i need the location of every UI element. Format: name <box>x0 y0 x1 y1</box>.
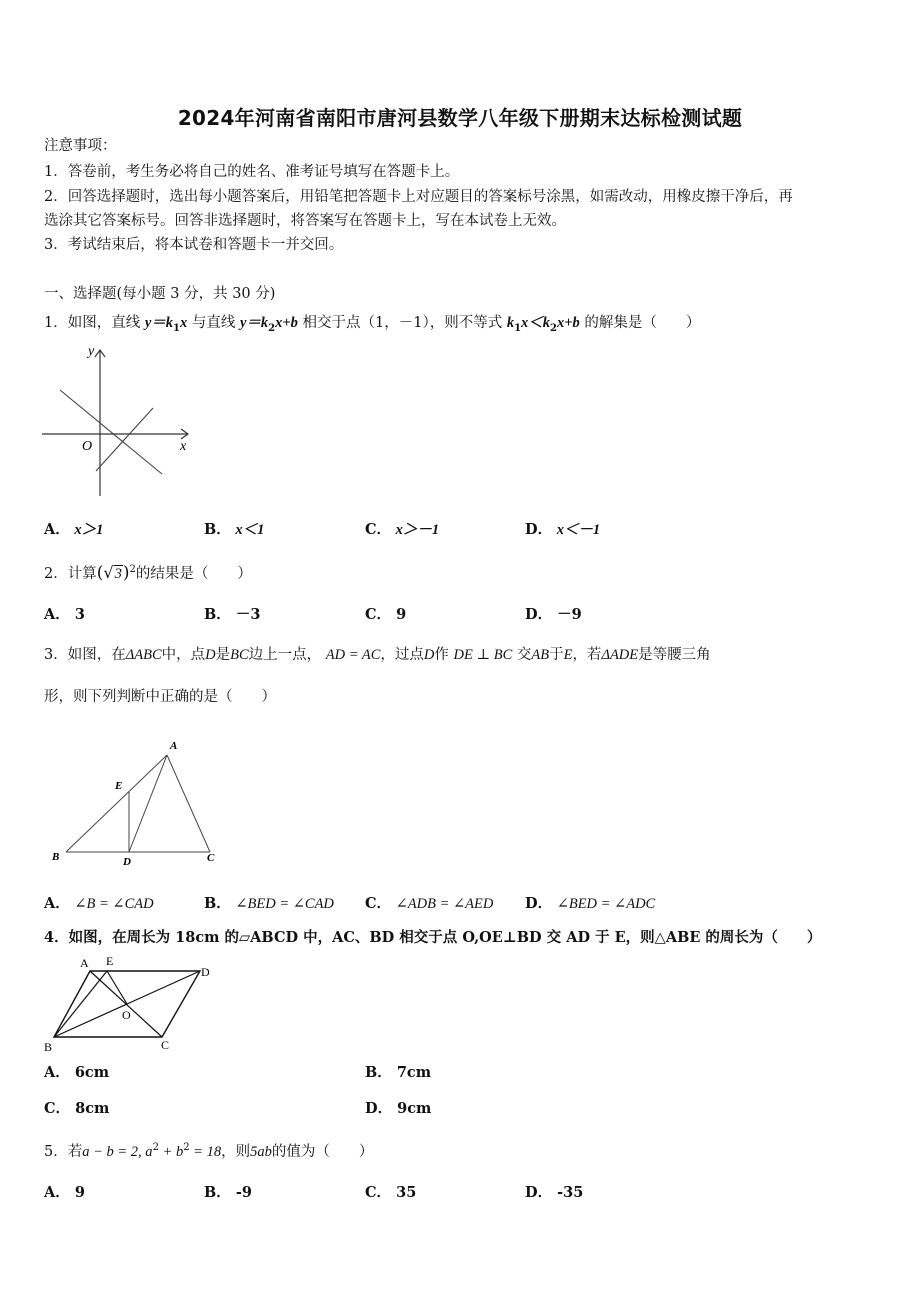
q3-text-c: 是 <box>215 647 231 663</box>
q3-text-d: 边上一点， <box>248 647 322 663</box>
q1-origin-label: O <box>82 439 93 454</box>
q4-option-d-text: 9cm <box>397 1100 432 1117</box>
q2-option-b-text: －3 <box>235 606 261 623</box>
q3-label-e: E <box>115 780 123 792</box>
q2-option-c[interactable] <box>365 603 406 624</box>
q4-label-c: C <box>161 1038 170 1052</box>
q1-eq1-sub: 1 <box>173 322 180 334</box>
q3-triangle-ade: ΔADE <box>601 647 639 663</box>
q2-option-c-text: 9 <box>396 606 407 623</box>
q5-option-c-text: 35 <box>396 1184 417 1201</box>
notice-item-1: 1．答卷前，考生务必将自己的姓名、准考证号填写在答题卡上。 <box>44 164 460 180</box>
q2-option-a-text: 3 <box>74 606 85 623</box>
q5-condition-a: a − b = 2, a <box>82 1143 153 1160</box>
q1-ineq-a: k <box>506 315 515 331</box>
q2-radicand: 3 <box>114 565 122 582</box>
q5-option-b-label: B． <box>204 1184 231 1201</box>
q3-option-d-text: ∠BED = ∠ADC <box>556 896 656 912</box>
q3-label-d: D <box>123 856 131 868</box>
q4-option-d[interactable] <box>365 1097 431 1118</box>
q5-option-a[interactable] <box>44 1181 85 1202</box>
q3-option-c[interactable] <box>365 892 493 913</box>
q5-condition-b: + b <box>158 1143 184 1160</box>
q3-option-a-label: A． <box>44 895 70 912</box>
q2-exponent: 2 <box>129 564 136 575</box>
q3-text-g: 交 <box>516 647 532 663</box>
q1-text-2: 与直线 <box>187 315 240 331</box>
q5-option-c[interactable] <box>365 1181 416 1202</box>
q3-side-ab <box>66 755 167 852</box>
q3-option-b-text: ∠BED = ∠CAD <box>235 896 334 912</box>
q1-eq1: y＝k <box>144 315 174 331</box>
q1-option-a-text: x＞1 <box>74 522 104 538</box>
notice-item-2-line-2: 选涂其它答案标号。回答非选择题时，将答案写在答题卡上，写在本试卷上无效。 <box>44 213 566 229</box>
q4-option-a-label: A． <box>44 1064 70 1081</box>
q3-point-d-2: D <box>423 647 435 663</box>
q4-label-d: D <box>201 965 210 979</box>
q1-y-label: y <box>88 344 95 359</box>
q3-option-a-text: ∠B = ∠CAD <box>74 896 154 912</box>
q3-segment-bc: BC <box>230 647 249 663</box>
q4-label-o: O <box>122 1008 131 1022</box>
q1-eq1b: x <box>180 315 188 331</box>
q3-option-b[interactable] <box>204 892 334 913</box>
q4-option-b-label: B． <box>365 1064 392 1081</box>
q5-option-d-text: -35 <box>557 1184 584 1201</box>
q3-text-j: 是等腰三角 <box>638 647 711 663</box>
q4-segment-oe <box>107 971 127 1004</box>
q3-option-c-label: C． <box>365 895 392 912</box>
q4-label-e: E <box>106 954 114 968</box>
q2-option-c-label: C． <box>365 606 392 623</box>
q1-option-b-text: x＜1 <box>235 522 265 538</box>
question-2-stem <box>44 560 252 584</box>
q4-option-c-label: C． <box>44 1100 71 1117</box>
q5-condition-sup-2: 2 <box>183 1142 190 1153</box>
q3-triangle-figure <box>44 735 234 870</box>
q4-option-c[interactable] <box>44 1097 109 1118</box>
q1-ineq-sub1: 1 <box>514 322 522 334</box>
q3-triangle-abc: ΔABC <box>125 647 162 663</box>
q1-option-c[interactable] <box>365 518 439 539</box>
q5-condition-c: = 18 <box>189 1143 222 1160</box>
q3-label-a: A <box>170 740 178 752</box>
q1-option-d-label: D． <box>525 521 553 538</box>
section-heading: 一、选择题(每小题 3 分，共 30 分) <box>44 286 276 302</box>
q4-option-d-label: D． <box>365 1100 393 1117</box>
q2-option-d[interactable] <box>525 603 582 624</box>
q2-paren-close: ) <box>122 562 130 583</box>
question-3-stem-line-2: 形，则下列判断中正确的是（ ） <box>44 689 276 705</box>
q5-option-b[interactable] <box>204 1181 252 1202</box>
q3-option-a[interactable] <box>44 892 154 913</box>
q1-ineq-sub2: 2 <box>550 322 557 334</box>
q3-side-ac <box>167 755 210 852</box>
q2-option-d-label: D． <box>525 606 553 623</box>
q1-option-a-label: A． <box>44 521 70 538</box>
q3-point-d: D <box>205 647 216 663</box>
q1-option-c-text: x＞－1 <box>395 522 440 538</box>
q3-segment-ab: AB <box>531 647 550 663</box>
q1-text-1: 1．如图，直线 <box>44 315 145 331</box>
q4-segment-be <box>54 971 107 1037</box>
q1-line-k1 <box>60 390 162 474</box>
q1-option-a[interactable] <box>44 518 103 539</box>
q3-equation: AD = AC <box>325 647 381 663</box>
q3-option-d-label: D． <box>525 895 553 912</box>
q1-text-3: 相交于点（1，－1），则不等式 <box>297 315 507 331</box>
q1-graph-figure <box>40 340 200 500</box>
q3-option-b-label: B． <box>204 895 231 912</box>
q3-perpendicular: DE ⊥ BC <box>453 647 513 663</box>
notice-item-3: 3．考试结束后，将本试卷和答题卡一并交回。 <box>44 237 344 253</box>
q3-point-e: E <box>563 647 573 663</box>
q1-eq2-sub: 2 <box>268 322 276 334</box>
q1-option-d-text: x＜－1 <box>556 522 601 538</box>
q2-text-2: 的结果是（ ） <box>135 565 252 582</box>
q4-option-a-text: 6cm <box>74 1064 110 1081</box>
q1-ineq-b: x＜k <box>521 315 551 331</box>
notice-heading: 注意事项： <box>44 138 117 154</box>
q5-option-d-label: D． <box>525 1184 553 1201</box>
question-3-stem-line-1 <box>44 645 711 665</box>
q3-text-a: 3．如图，在 <box>44 647 126 663</box>
q2-option-a-label: A． <box>44 606 70 623</box>
notice-item-2-line-1: 2．回答选择题时，选出每小题答案后，用铅笔把答题卡上对应题目的答案标号涂黑，如需改动，用橡皮擦干净后，再 <box>44 189 793 205</box>
q5-text-2: ，则 <box>221 1143 251 1160</box>
q5-text-3: 的值为（ ） <box>271 1143 374 1160</box>
q3-text-i: ，若 <box>572 647 602 663</box>
q3-text-h: 于 <box>549 647 564 663</box>
q4-option-b[interactable] <box>365 1061 431 1082</box>
q1-text-4: 的解集是（ ） <box>579 315 701 331</box>
q3-option-d[interactable] <box>525 892 655 913</box>
q3-text-e: ，过点 <box>380 647 424 663</box>
q4-option-b-text: 7cm <box>396 1064 432 1081</box>
q3-label-c: C <box>207 852 215 864</box>
q4-parallelogram-figure <box>40 953 220 1057</box>
q3-label-b: B <box>52 851 60 863</box>
q1-eq2: y＝k <box>239 315 269 331</box>
q2-paren-open: ( <box>96 562 104 583</box>
q1-option-b-label: B． <box>204 521 231 538</box>
q1-x-label: x <box>180 439 187 454</box>
q5-text-1: 5．若 <box>44 1143 83 1160</box>
q2-option-d-text: －9 <box>557 606 582 623</box>
q4-label-a: A <box>80 956 89 970</box>
question-5-stem <box>44 1138 373 1162</box>
q5-option-c-label: C． <box>365 1184 392 1201</box>
q4-option-c-text: 8cm <box>75 1100 110 1117</box>
q5-option-b-text: -9 <box>235 1184 252 1201</box>
q5-condition-sup-1: 2 <box>152 1142 159 1153</box>
q4-label-b: B <box>44 1040 53 1054</box>
q2-option-b-label: B． <box>204 606 231 623</box>
q3-segment-ad <box>129 755 167 852</box>
q2-text-1: 2．计算 <box>44 565 97 582</box>
q3-option-c-text: ∠ADB = ∠AED <box>395 896 494 912</box>
q1-option-c-label: C． <box>365 521 392 538</box>
q5-expression: 5ab <box>250 1143 272 1160</box>
q1-eq2b: x+b <box>275 315 298 331</box>
q2-option-a[interactable] <box>44 603 85 624</box>
question-1-stem <box>44 313 700 339</box>
q2-option-b[interactable] <box>204 603 260 624</box>
question-4-stem: 4．如图，在周长为 18cm 的▱ABCD 中，AC、BD 相交于点 O,OE⊥BD 交 AD 于 E，则△ABE 的周长为（ ） <box>44 929 822 946</box>
q1-ineq-c: x+b <box>557 315 580 331</box>
q2-sqrt-sign: √ <box>103 562 114 582</box>
q3-text-b: 中，点 <box>161 647 206 663</box>
q1-option-d[interactable] <box>525 518 600 539</box>
q4-option-a[interactable] <box>44 1061 109 1082</box>
q5-option-a-label: A． <box>44 1184 70 1201</box>
page-title: 2024年河南省南阳市唐河县数学八年级下册期末达标检测试题 <box>177 106 743 130</box>
q1-option-b[interactable] <box>204 518 264 539</box>
q3-text-f: 作 <box>434 647 449 663</box>
q5-option-d[interactable] <box>525 1181 583 1202</box>
q1-line-k2 <box>96 408 153 471</box>
q5-option-a-text: 9 <box>74 1184 85 1201</box>
